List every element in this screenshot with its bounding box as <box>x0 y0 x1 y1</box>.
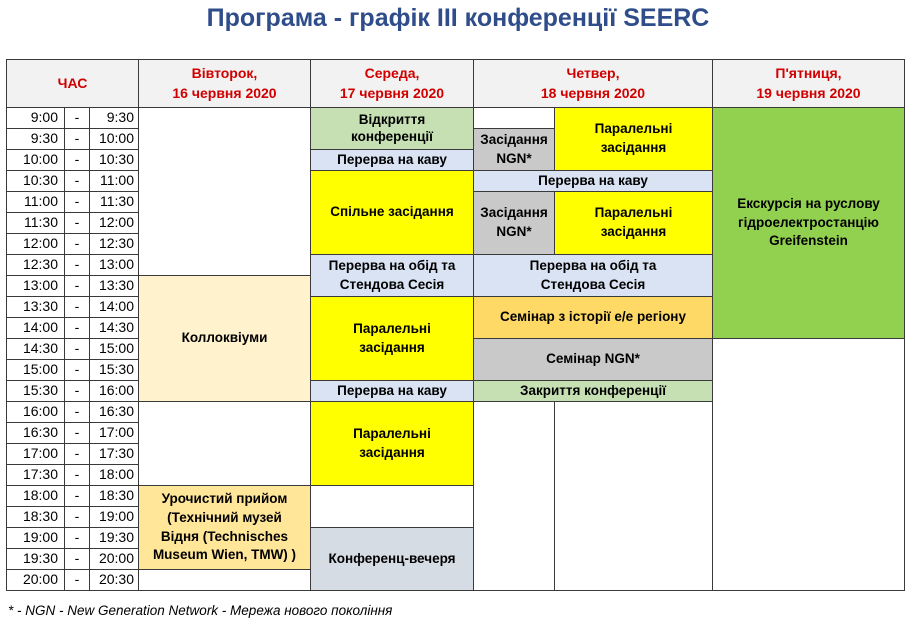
event-thu-ngn1-line: Засідання <box>480 131 548 147</box>
time-start: 18:30 <box>6 506 65 528</box>
page-title: Програма - графік III конференції SEERC <box>206 4 710 32</box>
event-thu-ngn2-line: NGN* <box>496 224 532 239</box>
event-thu-ngn1-text <box>480 131 548 169</box>
event-tue-reception-text <box>153 490 296 566</box>
header-tuesday-line: Вівторок, <box>191 64 258 81</box>
event-wed-coffee1-line: Перерва на каву <box>337 151 447 167</box>
event-fri-excursion-line: Greifenstein <box>769 233 848 249</box>
time-start: 20:00 <box>6 569 65 591</box>
time-start: 16:00 <box>6 401 65 423</box>
time-start: 18:00 <box>6 485 65 507</box>
event-thu-coffee-text <box>538 172 648 191</box>
event-thu-lunch <box>473 254 713 297</box>
time-start: 9:00 <box>6 107 65 129</box>
time-start: 13:00 <box>6 275 65 297</box>
time-end: 16:00 <box>89 380 139 402</box>
event-tue-reception <box>138 485 311 570</box>
event-wed-parallel1-line: засідання <box>359 339 425 355</box>
event-thu-coffee-line: Перерва на каву <box>538 172 648 188</box>
event-thu-lunch-line: Стендова Сесія <box>540 276 646 292</box>
event-tue-colloq <box>138 275 311 402</box>
time-end: 17:30 <box>89 443 139 465</box>
time-end: 14:00 <box>89 296 139 318</box>
time-end: 9:30 <box>89 107 139 129</box>
event-tue-colloq-line: Коллоквіуми <box>181 330 268 346</box>
event-thu-parallel1 <box>554 107 713 171</box>
event-tue-reception-line: Museum Wien, TMW) ) <box>152 547 297 563</box>
header-thursday-line: Четвер, <box>566 64 620 81</box>
time-end: 20:30 <box>89 569 139 591</box>
event-thu-parallel1-text <box>595 120 673 158</box>
event-thu-ngn1 <box>473 128 555 171</box>
event-thu-parallel2 <box>554 191 713 255</box>
event-tue-reception-line: Відня (Technisches <box>160 528 289 544</box>
event-thu-parallel1-line: Паралельні <box>594 121 673 137</box>
time-dash: - <box>64 380 90 402</box>
event-thu-parallel2-line: Паралельні <box>594 205 673 221</box>
header-friday-line: 19 червня 2020 <box>756 84 861 101</box>
event-thu-ngn2 <box>473 191 555 255</box>
event-thu-closing <box>473 380 713 402</box>
event-thu-ngn2-text <box>480 204 548 242</box>
event-wed-parallel2 <box>310 401 474 486</box>
time-start: 11:00 <box>6 191 65 213</box>
time-start: 19:00 <box>6 527 65 549</box>
empty-cell <box>138 401 311 486</box>
event-wed-parallel2-line: Паралельні <box>353 425 431 441</box>
event-thu-seminar-ngn <box>473 338 713 381</box>
event-thu-parallel1-line: засідання <box>600 140 667 155</box>
time-start: 17:30 <box>6 464 65 486</box>
event-wed-dinner <box>310 527 474 591</box>
event-fri-excursion-line: Екскурсія на руслову <box>737 195 880 211</box>
time-dash: - <box>64 359 90 381</box>
header-tuesday-line: 16 червня 2020 <box>172 84 277 101</box>
event-thu-lunch-text <box>530 257 657 295</box>
time-start: 19:30 <box>6 548 65 570</box>
time-end: 13:30 <box>89 275 139 297</box>
time-start: 13:30 <box>6 296 65 318</box>
time-end: 20:00 <box>89 548 139 570</box>
time-dash: - <box>64 527 90 549</box>
header-time: ЧАС <box>6 59 139 108</box>
time-start: 10:30 <box>6 170 65 192</box>
header-friday-text <box>756 64 860 103</box>
empty-cell <box>554 401 713 591</box>
time-end: 10:30 <box>89 149 139 171</box>
time-end: 12:30 <box>89 233 139 255</box>
event-wed-opening-line: Відкриття <box>358 112 426 128</box>
event-wed-parallel2-text <box>353 425 431 463</box>
event-thu-seminar-ngn-text <box>546 350 640 369</box>
event-wed-opening <box>310 107 474 150</box>
event-fri-excursion <box>712 107 905 339</box>
event-wed-coffee2-line: Перерва на каву <box>337 382 447 398</box>
event-wed-coffee1 <box>310 149 474 171</box>
time-end: 18:00 <box>89 464 139 486</box>
event-wed-coffee1-text <box>337 151 447 170</box>
time-dash: - <box>64 317 90 339</box>
event-wed-joint-line: Спільне засідання <box>330 204 454 220</box>
time-start: 12:30 <box>6 254 65 276</box>
header-thursday <box>473 59 713 108</box>
event-thu-parallel2-text <box>595 204 673 242</box>
time-dash: - <box>64 296 90 318</box>
time-end: 19:00 <box>89 506 139 528</box>
event-wed-dinner-text <box>328 550 455 569</box>
event-thu-closing-line: Закриття конференції <box>520 382 666 398</box>
event-thu-closing-text <box>520 382 666 401</box>
time-end: 12:00 <box>89 212 139 234</box>
time-start: 9:30 <box>6 128 65 150</box>
time-end: 11:00 <box>89 170 139 192</box>
event-wed-lunch-line: Перерва на обід та <box>328 257 456 273</box>
time-end: 13:00 <box>89 254 139 276</box>
time-dash: - <box>64 443 90 465</box>
time-end: 19:30 <box>89 527 139 549</box>
event-thu-history <box>473 296 713 339</box>
time-end: 18:30 <box>89 485 139 507</box>
event-wed-opening-text <box>351 112 433 144</box>
time-dash: - <box>64 212 90 234</box>
time-dash: - <box>64 254 90 276</box>
empty-cell <box>712 338 905 591</box>
event-wed-dinner-line: Конференц-вечеря <box>328 550 456 566</box>
time-dash: - <box>64 275 90 297</box>
time-dash: - <box>64 149 90 171</box>
event-wed-parallel2-line: засідання <box>359 444 425 460</box>
time-dash: - <box>64 233 90 255</box>
time-start: 10:00 <box>6 149 65 171</box>
time-start: 17:00 <box>6 443 65 465</box>
time-end: 11:30 <box>89 191 139 213</box>
event-thu-ngn1-line: NGN* <box>496 150 532 166</box>
time-end: 10:00 <box>89 128 139 150</box>
event-thu-parallel2-line: засідання <box>600 224 667 239</box>
header-wednesday-text <box>340 64 444 103</box>
event-wed-joint-text <box>330 203 454 222</box>
event-wed-lunch <box>310 254 474 297</box>
empty-cell <box>473 107 555 129</box>
header-tuesday-text <box>172 64 276 103</box>
event-thu-ngn2-line: Засідання <box>480 205 548 221</box>
event-thu-coffee <box>473 170 713 192</box>
time-start: 15:00 <box>6 359 65 381</box>
time-start: 15:30 <box>6 380 65 402</box>
event-wed-coffee2 <box>310 380 474 402</box>
header-wednesday-line: 17 червня 2020 <box>339 84 445 101</box>
event-thu-history-text <box>500 308 686 327</box>
time-dash: - <box>64 548 90 570</box>
time-dash: - <box>64 107 90 129</box>
time-dash: - <box>64 506 90 528</box>
time-dash: - <box>64 569 90 591</box>
empty-cell <box>138 569 311 591</box>
event-thu-history-line: Семінар з історії е/е регіону <box>500 309 686 325</box>
time-end: 17:00 <box>89 422 139 444</box>
event-fri-excursion-line: гідроелектростанцію <box>738 214 879 230</box>
time-dash: - <box>64 128 90 150</box>
time-dash: - <box>64 170 90 192</box>
time-start: 11:30 <box>6 212 65 234</box>
event-wed-coffee2-text <box>337 382 447 401</box>
event-thu-lunch-line: Перерва на обід та <box>529 257 657 273</box>
header-wednesday <box>310 59 474 108</box>
event-wed-joint <box>310 170 474 255</box>
event-tue-reception-line: Урочистий прийом <box>161 490 288 506</box>
event-tue-reception-line: (Технічний музей <box>167 509 282 525</box>
time-start: 14:30 <box>6 338 65 360</box>
time-dash: - <box>64 338 90 360</box>
header-wednesday-line: Середа, <box>364 64 420 81</box>
time-end: 14:30 <box>89 317 139 339</box>
time-dash: - <box>64 422 90 444</box>
event-wed-lunch-line: Стендова Сесія <box>339 276 445 292</box>
header-tuesday <box>138 59 311 108</box>
event-tue-colloq-text <box>182 329 268 348</box>
time-end: 15:30 <box>89 359 139 381</box>
header-friday <box>712 59 905 108</box>
event-wed-parallel1-text <box>353 320 431 358</box>
empty-cell <box>473 401 555 591</box>
empty-cell <box>138 107 311 276</box>
event-thu-seminar-ngn-line: Семінар NGN* <box>546 351 640 367</box>
time-end: 15:00 <box>89 338 139 360</box>
time-start: 14:00 <box>6 317 65 339</box>
header-friday-line: П'ятниця, <box>775 64 842 81</box>
time-dash: - <box>64 191 90 213</box>
event-wed-parallel1 <box>310 296 474 381</box>
event-wed-lunch-text <box>329 257 456 295</box>
footnote: * - NGN - New Generation Network - Мережа нового покоління <box>8 603 393 618</box>
time-dash: - <box>64 464 90 486</box>
event-fri-excursion-text <box>737 195 880 252</box>
time-end: 16:30 <box>89 401 139 423</box>
time-start: 12:00 <box>6 233 65 255</box>
time-dash: - <box>64 401 90 423</box>
empty-cell <box>310 485 474 528</box>
time-start: 16:30 <box>6 422 65 444</box>
time-dash: - <box>64 485 90 507</box>
header-thursday-line: 18 червня 2020 <box>540 84 646 101</box>
event-wed-parallel1-line: Паралельні <box>353 320 431 336</box>
header-thursday-text <box>541 64 645 103</box>
event-wed-opening-line: конференції <box>351 128 433 144</box>
